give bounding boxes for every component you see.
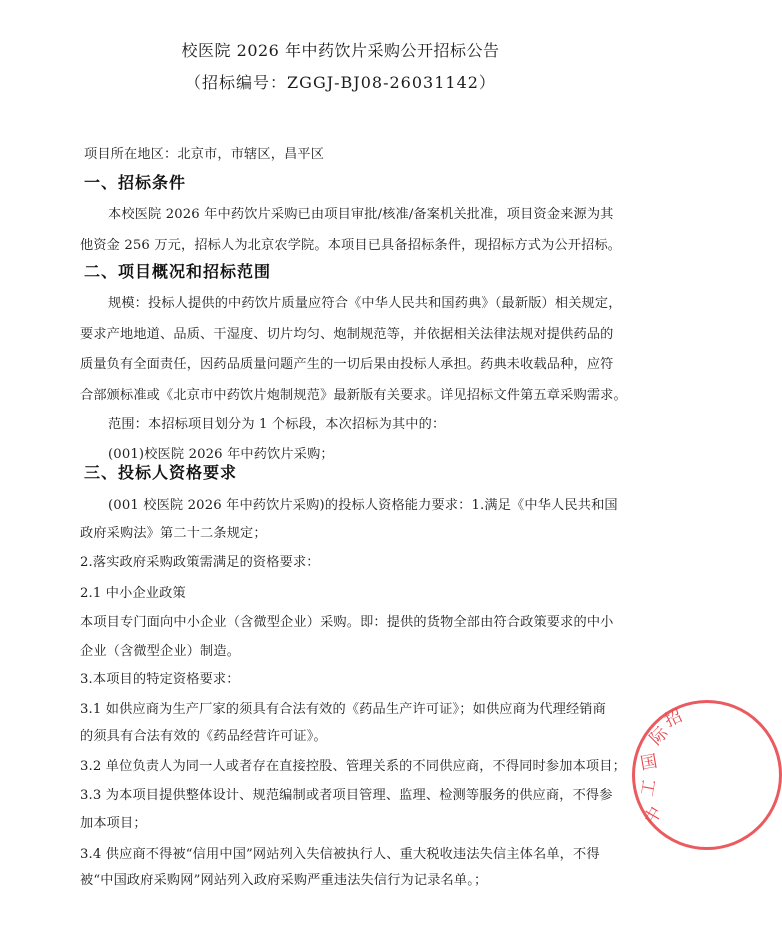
paragraph-line: 本校医院 2026 年中药饮片采购已由项目审批/核准/备案机关批准，项目资金来源为其 <box>108 207 614 222</box>
paragraph-line: 要求产地地道、品质、干湿度、切片均匀、炮制规范等，并依据相关法律法规对提供药品的 <box>80 327 614 342</box>
paragraph-line: 合部颁标准或《北京市中药饮片炮制规范》最新版有关要求。详见招标文件第五章采购需求。 <box>80 388 627 403</box>
bid-number: （招标编号：ZGGJ-BJ08-26031142） <box>185 73 496 92</box>
stamp-char: 中 <box>640 803 667 829</box>
scope-line: 范围：本招标项目划分为 1 个标段，本次招标为其中的： <box>108 417 446 432</box>
document-title: 校医院 2026 年中药饮片采购公开招标公告 <box>181 41 500 60</box>
lot-line: (001)校医院 2026 年中药饮片采购； <box>108 447 334 462</box>
paragraph-line: 企业（含微型企业）制造。 <box>80 644 241 659</box>
paragraph-line: 的须具有合法有效的《药品经营许可证》。 <box>80 729 327 744</box>
stamp-char: 际 <box>646 723 673 750</box>
paragraph-line: 加本项目； <box>80 816 147 831</box>
stamp-char: 国 <box>638 751 660 775</box>
paragraph-line: 2.1 中小企业政策 <box>80 586 186 601</box>
paragraph-line: 3.3 为本项目提供整体设计、规范编制或者项目管理、监理、检测等服务的供应商，不得参 <box>80 788 613 803</box>
section-heading-bid-conditions: 一、招标条件 <box>84 173 187 192</box>
paragraph-line: 规模：投标人提供的中药饮片质量应符合《中华人民共和国药典》（最新版）相关规定， <box>108 296 622 311</box>
stamp-char: 招 <box>661 706 686 732</box>
paragraph-line: 政府采购法》第二十二条规定； <box>80 526 267 541</box>
paragraph-line: 2.落实政府采购政策需满足的资格要求： <box>80 555 320 570</box>
paragraph-line: 3.4 供应商不得被“信用中国”网站列入失信被执行人、重大税收违法失信主体名单，不得 <box>80 847 600 862</box>
paragraph-line: 他资金 256 万元，招标人为北京农学院。本项目已具备招标条件，现招标方式为公开招标。 <box>80 238 622 253</box>
paragraph-line: 被“中国政府采购网”网站列入政府采购严重违法失信行为记录名单。； <box>80 873 488 888</box>
paragraph-line: 3.2 单位负责人为同一人或者存在直接控股、管理关系的不同供应商，不得同时参加本项目； <box>80 759 626 774</box>
paragraph-line: 本项目专门面向中小企业（含微型企业）采购。即：提供的货物全部由符合政策要求的中小 <box>80 615 614 630</box>
paragraph-line: 质量负有全面责任，因药品质量问题产生的一切后果由投标人承担。药典未收载品种，应符 <box>80 357 614 372</box>
project-location: 项目所在地区：北京市，市辖区，昌平区 <box>84 147 325 162</box>
paragraph-line: 3.1 如供应商为生产厂家的须具有合法有效的《药品生产许可证》；如供应商为代理经销商 <box>80 702 606 717</box>
paragraph-line: 3.本项目的特定资格要求： <box>80 672 240 687</box>
stamp-char: 工 <box>637 777 661 799</box>
paragraph-line: (001 校医院 2026 年中药饮片采购)的投标人资格能力要求：1.满足《中华人民共和国 <box>108 498 618 513</box>
section-heading-project-overview: 二、项目概况和招标范围 <box>84 262 272 281</box>
section-heading-bidder-qualifications: 三、投标人资格要求 <box>84 463 238 482</box>
